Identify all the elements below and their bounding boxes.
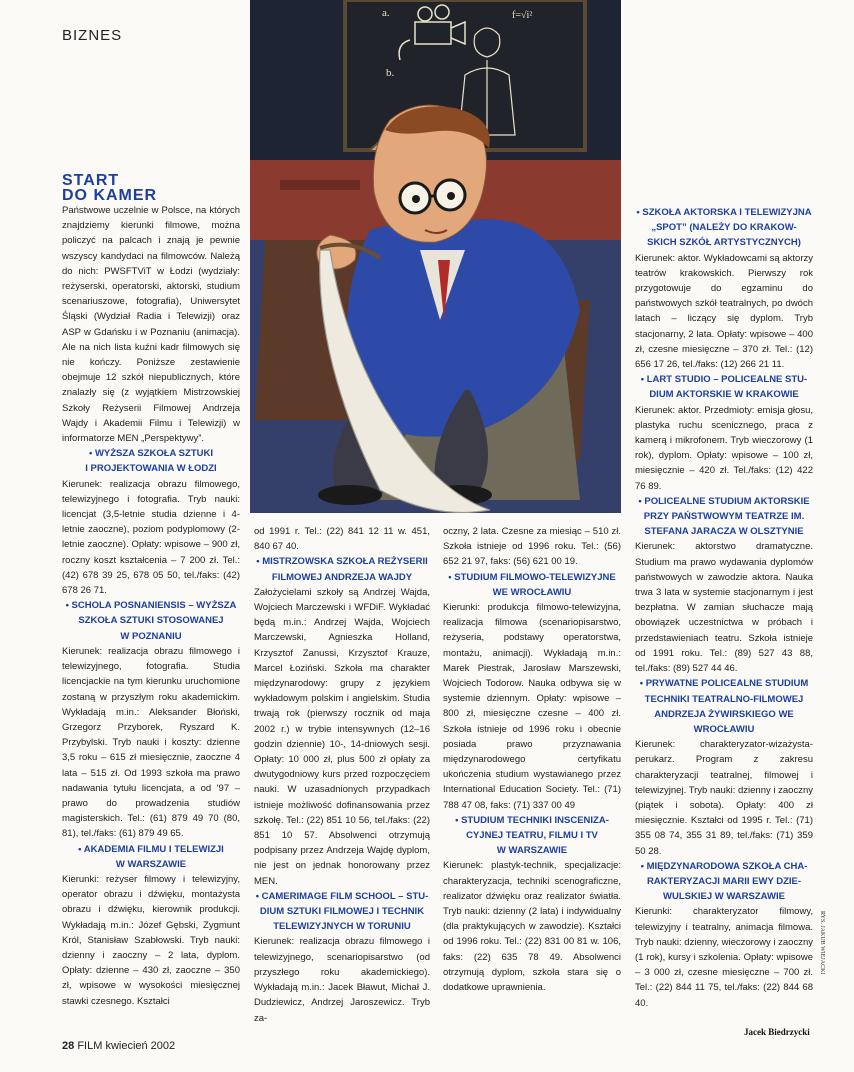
heading-line: W POZNANIU bbox=[120, 630, 182, 642]
text-column-4 bbox=[635, 205, 813, 1011]
heading-line: • STUDIUM FILMOWO-TELEWIZYJNE bbox=[448, 571, 616, 583]
heading-line: PRZY PAŃSTWOWYM TEATRZE IM. bbox=[643, 511, 805, 523]
heading-line: WROCŁAWIU bbox=[693, 723, 755, 735]
school-heading bbox=[635, 372, 813, 402]
heading-line: W WARSZAWIE bbox=[496, 845, 568, 857]
school-heading bbox=[254, 554, 430, 584]
intro-paragraph: Państwowe uczelnie w Polsce, na których znajdziemy kierunki filmowe, można policzyć na palcach i znają je pewnie wszyscy kandydaci na filmowców. Należą do nich: PWSFTViT w Łodzi (wydziały: reżyserski, operatorski, aktorski, studium scenariuszowe, fotografia), Uniwersytet Śląski (Wydział Radia i Telewizji) oraz ASP w Gdańsku i w Poznaniu (animacja). Ale na nich lista kuźni kadr filmowych się nie kończy. Poniższe zestawienie obejmuje 12 szkół niepublicznych, które znalazły się (z wyjątkiem Mistrzowskiej Szkoły Reżyserii Filmowej Andrzeja Wajdy i Akademii Filmu i Telewizji) w informatorze MEN „Perspektywy”. bbox=[62, 205, 240, 445]
heading-line: DIUM SZTUKI FILMOWEJ I TECHNIK bbox=[259, 906, 425, 918]
page-footer bbox=[62, 1040, 175, 1052]
heading-line: SKICH SZKÓŁ ARTYSTYCZNYCH) bbox=[647, 237, 801, 249]
title-line: DO KAMER bbox=[62, 187, 158, 204]
heading-line: CYJNEJ TEATRU, FILMU I TV bbox=[466, 830, 598, 842]
heading-line: „SPOT” (NALEŻY DO KRAKOW- bbox=[651, 222, 797, 234]
school-description: Kierunek: realizacja obrazu filmowego i telewizyjnego, scenariopisarstwo (od przyszłego roku akademickiego). Wykładają m.in.: Jacek Bławut, Michał J. Dudziewicz, Andrzej Jaroszewicz. Tryb za- bbox=[254, 936, 430, 1024]
heading-line: • SCHOLA POSNANIENSIS – WYŻSZA bbox=[65, 600, 237, 612]
magazine-name: FILM bbox=[77, 1040, 103, 1052]
text-column-2 bbox=[254, 524, 430, 1026]
school-description: Kierunek: realizacja obrazu filmowego i telewizyjnego, fotografia. Studia licencjackie na tym kierunku uruchomione zostaną w przyszłym roku akademickim. Wykładają m.in.: Aleksander Błoński, Grzegorz Przyborek, Ryszard K. Przybylski. Tryb nauki i koszty: dzienne 3,5 roku – 615 zł miesięcznie, zaoczne 4 lata – 515 zł. Od 1993 szkoła ma prawo nadawania tytułu licencjata, a od '97 – prawo do prowadzenia studiów magisterskich. Tel.: (61) 879 49 70 (80, 81), tel./faks: (61) 879 49 65. bbox=[62, 645, 240, 840]
school-heading bbox=[62, 598, 240, 644]
heading-line: • MIĘDZYNARODOWA SZKOŁA CHA- bbox=[640, 860, 808, 872]
school-heading bbox=[254, 889, 430, 935]
school-heading bbox=[635, 676, 813, 737]
school-description: Kierunek: aktor. Wykładowcami są aktorzy teatrów krakowskich. Pierwszy rok przygotowuje do egzaminu do państwowych szkół teatralnych, po dwóch latach – liczący się dyplom. Tryb stacjonarny, 2 lata. Opłaty: wpisowe – 400 zł, czesne miesięczne – 370 zł. Tel.: (12) 656 17 26, tel./faks: (12) 266 21 11. bbox=[635, 252, 813, 371]
board-label: b. bbox=[386, 67, 395, 79]
school-heading bbox=[443, 813, 621, 859]
school-description: Kierunek: realizacja obrazu filmowego, telewizyjnego i fotografia. Tryb nauki: licencjat (3,5-letnie studia dzienne i 4-letnie zaoczne), poziom podyplomowy (2-letnie zaoczne). Opłaty: wpisowe – 900 zł, roczny koszt kształcenia – 7 200 zł. Tel.: (42) 678 39 25, 678 05 50, tel./faks: (42) 678 26 71. bbox=[62, 478, 240, 597]
title-line: START bbox=[62, 172, 120, 189]
heading-line: • MISTRZOWSKA SZKOŁA REŻYSERII bbox=[256, 556, 428, 568]
heading-line: TELEWIZYJNYCH W TORUNIU bbox=[273, 921, 411, 933]
heading-line: • PRYWATNE POLICEALNE STUDIUM bbox=[639, 678, 809, 690]
article-title bbox=[62, 173, 157, 203]
heading-line: SZKOŁA SZTUKI STOSOWANEJ bbox=[78, 615, 224, 627]
school-heading bbox=[635, 494, 813, 540]
school-heading bbox=[62, 842, 240, 872]
heading-line: • WYŻSZA SZKOŁA SZTUKI bbox=[88, 448, 213, 460]
school-description: Założycielami szkoły są Andrzej Wajda, Wojciech Marczewski i WFDiF. Wykładać będą m.in.: Andrzej Wajda, Wojciech Marczewski, Agnieszka Holland, Krzysztof Zanussi, Krzysztof Krauze, Marcel Łoziński. Szkoła ma charakter międzynarodowy: grupy z językiem wykładowym polskim i angielskim. Studia trwają rok (pierwszy rocznik od maja 2002 r.) w trybie intensywnych (12–16 godzin dziennie) 10-, 14-dniowych sesji. Opłaty: 10 000 zł, plus 500 zł opłaty za dwutygodniowy kurs przed rozpoczęciem nauki. W uzasadnionych przypadkach istnieje możliwość dofinansowania przez szkołę. Tel.: (22) 851 10 56, tel./faks: (22) 851 10 57. Absolwenci otrzymują podpisany przez Andrzeja Wajdę dyplom, nie jest on jednak honorowany przez MEN. bbox=[254, 586, 430, 887]
school-description: Kierunek: aktor. Przedmioty: emisja głosu, plastyka ruchu scenicznego, praca z kamerą i mikrofonem. Tryb wieczorowy (1 rok), dyplom. Opłaty: wpisowe – 100 zł, miesięcznie – 420 zł. Tel./faks: (12) 422 76 89. bbox=[635, 404, 813, 492]
heading-line: TECHNIKI TEATRALNO-FILMOWEJ bbox=[644, 693, 804, 705]
school-description: Kierunek: plastyk-technik, specjalizacje: charakteryzacja, techniki scenograficzne, realizator dźwięku oraz realizator światła. Tryb nauki: dzienny (2 lata) i indywidualny (dla praktykujących w zawodzie). Kształci od 1996 roku. Tel.: (22) 831 00 81 w. 106, faks: (22) 635 78 49. Absolwenci otrzymują dyplom, szkoła stara się o dodatkowe uprawnienia. bbox=[443, 860, 621, 994]
heading-line: WULSKIEJ W WARSZAWIE bbox=[663, 891, 785, 903]
school-description: Kierunki: produkcja filmowo-telewizyjna, realizacja filmowa (scenariopisarstwo, reżyseria, podstawy operatorstwa, montażu, animacji). Wykładają m.in.: Marek Piestrak, Jarosław Marszewski, Wojciech Todorow. Nauka odbywa się w systemie dziennym. Opłaty: wpisowe – 800 zł, miesięczne czesne – 400 zł. Szkoła istnieje od 1996 roku i obecnie posiada prawo przyznawania międzynarodowego certyfikatu ukończenia studium wystawianego przez International Education Society. Tel.: (71) 788 47 08, faks: (71) 337 00 49 bbox=[443, 602, 621, 811]
heading-line: • CAMERIMAGE FILM SCHOOL – STU- bbox=[255, 890, 429, 902]
school-description: Kierunek: aktorstwo dramatyczne. Studium ma prawo wydawania dyplomów państwowych w zawodzie aktora. Nauka trwa 3 lata w systemie stacjonarnym i jest bezpłatna. W zamian słuchacze mają obowiązek uczestnictwa w próbach i przedstawieniach teatru. Szkoła istnieje od 1991 roku. Tel.: (89) 527 43 88, tel./faks: (89) 527 44 46. bbox=[635, 541, 813, 675]
school-heading bbox=[635, 859, 813, 905]
heading-line: DIUM AKTORSKIE W KRAKOWIE bbox=[649, 389, 799, 401]
heading-line: • AKADEMIA FILMU I TELEWIZJI bbox=[78, 843, 224, 855]
text-column-3 bbox=[443, 524, 621, 995]
credit-text: RYS. JAKUB WIEJACKI bbox=[819, 911, 825, 975]
board-label: a. bbox=[382, 7, 390, 19]
heading-line: • STUDIUM TECHNIKI INSCENIZA- bbox=[455, 814, 609, 826]
board-label: f=√i² bbox=[512, 10, 533, 21]
heading-line: I PROJEKTOWANIA W ŁODZI bbox=[85, 463, 217, 475]
illustration-credit bbox=[818, 908, 826, 1018]
heading-line: FILMOWEJ ANDRZEJA WAJDY bbox=[271, 571, 413, 583]
heading-line: • LART STUDIO – POLICEALNE STU- bbox=[640, 374, 808, 386]
school-description: Kierunki: reżyser filmowy i telewizyjny, operator obrazu i dźwięku, montażysta obrazu i dźwięku, kierownik produkcji. Wykładają m.in.: Józef Gębski, Zygmunt Król, Stanisław Szabłowski. Tryb nauki: dzienny i zaoczny – 2 lata, dyplom. Opłaty: dzienne – 430 zł, zaoczne – 350 zł, wpisowe w wysokości miesięcznej stawki czesnego. Kształci bbox=[62, 873, 240, 1007]
continued-text: od 1991 r. Tel.: (22) 841 12 11 w. 451, 840 67 40. bbox=[254, 526, 430, 553]
heading-line: WE WROCŁAWIU bbox=[492, 586, 572, 598]
school-heading bbox=[443, 570, 621, 600]
school-description: Kierunek: charakteryzator-wizażysta-perukarz. Program z zakresu charakteryzacji teatralnej, filmowej i telewizyjnej. Tryb nauki: dzienny i zaoczny (piątek i sobota). Opłaty: 400 zł miesięcznie. Kształci od 1995 r. Tel.: (71) 355 08 74, 355 31 89, tel./faks: (71) 359 50 28. bbox=[635, 739, 813, 857]
editorial-illustration bbox=[250, 0, 621, 513]
issue-date: kwiecień 2002 bbox=[105, 1040, 176, 1052]
heading-line: STEFANA JARACZA W OLSZTYNIE bbox=[644, 526, 804, 538]
heading-line: • SZKOŁA AKTORSKA I TELEWIZYJNA bbox=[636, 207, 812, 218]
heading-line: • POLICEALNE STUDIUM AKTORSKIE bbox=[638, 495, 810, 507]
author-byline: Jacek Biedrzycki bbox=[744, 1027, 810, 1037]
heading-line: W WARSZAWIE bbox=[115, 858, 187, 870]
school-heading bbox=[635, 205, 813, 251]
heading-line: ANDRZEJA ŻYWIRSKIEGO WE bbox=[654, 708, 794, 720]
heading-line: RAKTERYZACJI MARII EWY DZIE- bbox=[646, 875, 802, 887]
continued-text: oczny, 2 lata. Czesne za miesiąc – 510 zł. Szkoła istnieje od 1996 roku. Tel.: (56) 652 21 97, faks: (56) 621 00 19. bbox=[443, 526, 621, 568]
page-number: 28 bbox=[62, 1040, 75, 1052]
text-column-1 bbox=[62, 203, 240, 1009]
school-description: Kierunki: charakteryzator filmowy, telewizyjny i teatralny, animacja filmowa. Tryb nauki: dzienny, wieczorowy i zaoczny (1 rok), kursy i szkolenia. Opłaty: wpisowe – 3 000 zł, czesne miesięczne – 700 zł. Tel.: (22) 844 11 75, tel./faks: (22) 844 68 40. bbox=[635, 906, 813, 1009]
school-heading bbox=[62, 446, 240, 476]
section-label: BIZNES bbox=[62, 27, 123, 44]
